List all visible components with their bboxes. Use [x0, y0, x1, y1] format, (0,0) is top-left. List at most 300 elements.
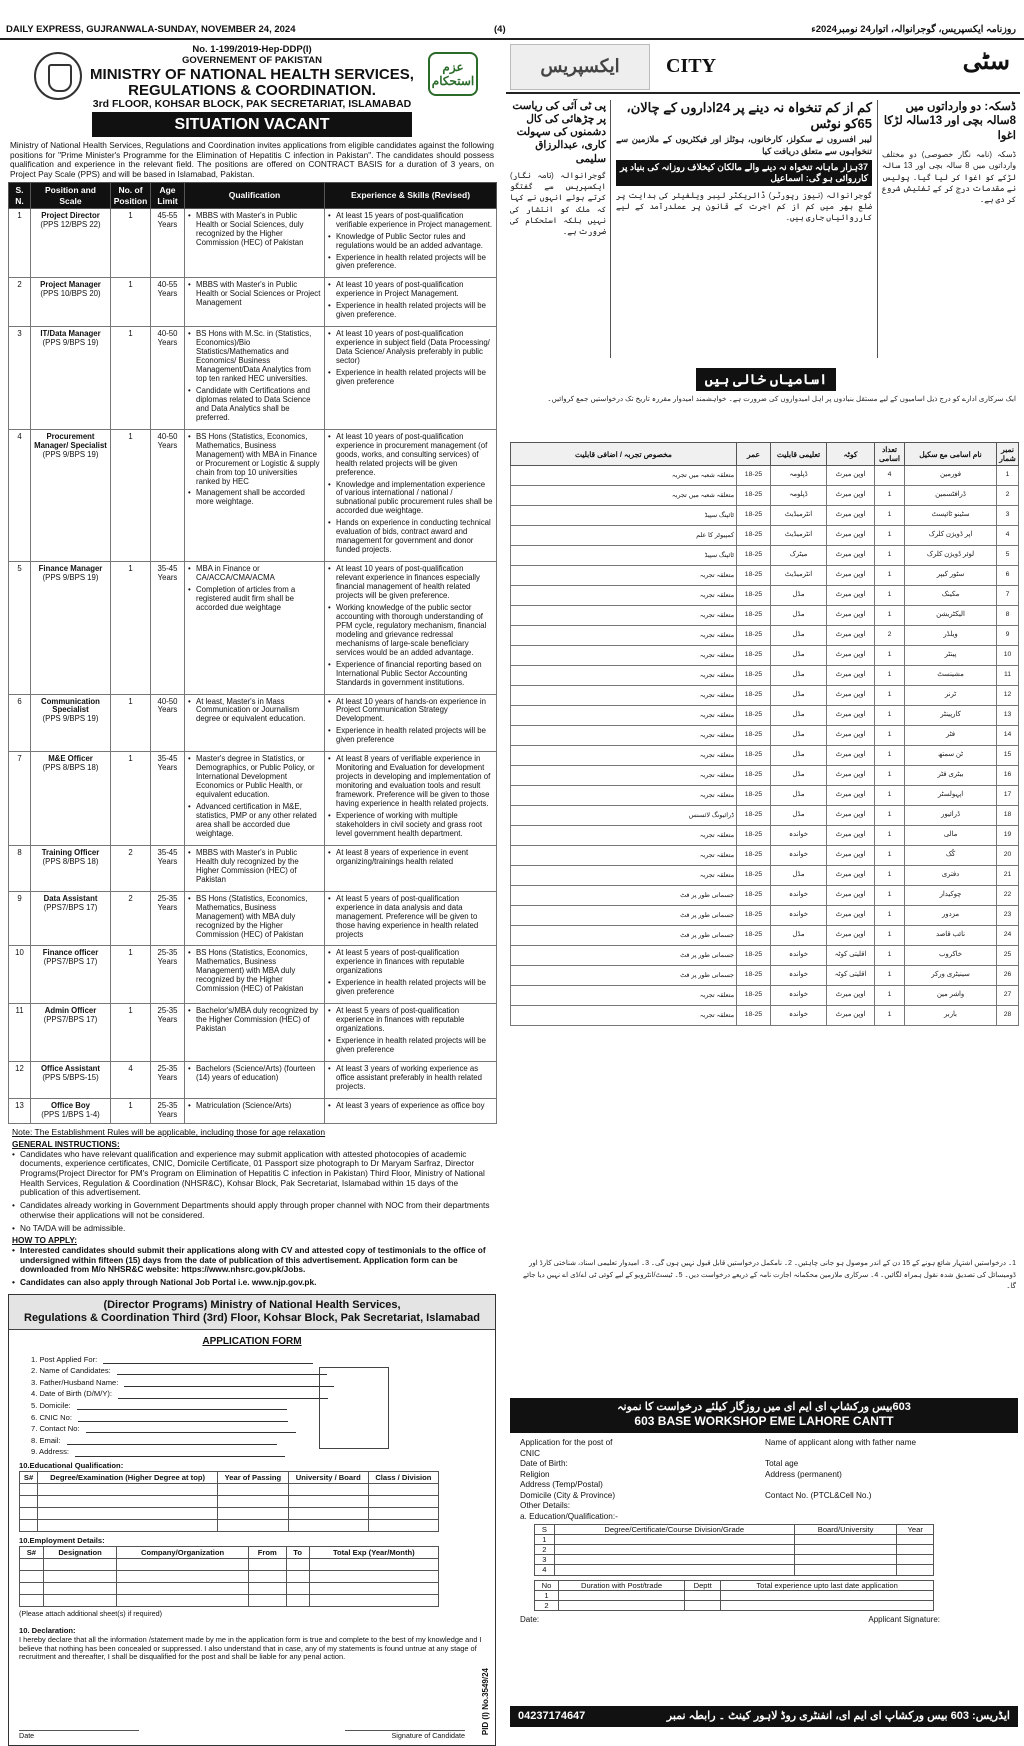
ur-job-count: 1 [875, 566, 905, 586]
job-sn: 1 [9, 208, 31, 278]
bw-field-row [520, 1480, 1010, 1491]
ur-job-post: باربر [905, 1006, 997, 1026]
job-experience [325, 845, 497, 891]
signature-row [19, 1730, 465, 1741]
ur-job-post: چوکیدار [905, 886, 997, 906]
news-3-headline: پی ٹی آئی کی ریاست پر چڑھائی کی کال دشمنوں کی سہولت کاری، عبدالرزاق سلیمی [512, 100, 606, 165]
job-age: 35-45 Years [151, 562, 185, 694]
bw-edu-cell: 3 [535, 1555, 555, 1565]
bw-field-label [765, 1480, 1010, 1491]
experience-list [328, 1102, 493, 1111]
ur-job-req: متعلقہ تجربہ [511, 626, 737, 646]
job-sn: 11 [9, 1004, 31, 1062]
ur-job-quota: اوپن میرٹ [827, 926, 875, 946]
edu-cell [368, 1495, 438, 1507]
general-instructions [4, 1140, 500, 1288]
job-sn: 10 [9, 946, 31, 1004]
header-right: روزنامہ ایکسپریس، گوجرانوالہ، اتوار24 نومبر2024ء [811, 24, 1016, 35]
base-workshop-footer [510, 1706, 1018, 1727]
form-field-label: 5. Domicile: [31, 1401, 71, 1411]
bw-field-label [765, 1449, 1010, 1460]
ur-job-req: متعلقہ تجربہ [511, 686, 737, 706]
job-qualification [185, 278, 325, 327]
ur-job-age: 18-25 [737, 826, 771, 846]
job-experience [325, 429, 497, 561]
ur-job-row [511, 626, 1019, 646]
header-left: DAILY EXPRESS, GUJRANWALA-SUNDAY, NOVEMBER 24, 2024 [6, 24, 296, 35]
ur-job-age: 18-25 [737, 706, 771, 726]
edu-col-header: Class / Division [368, 1471, 438, 1483]
job-position [31, 694, 111, 752]
ur-job-req: متعلقہ تجربہ [511, 646, 737, 666]
experience-item: • Knowledge of Public Sector rules and regulations would be an added advantage. [328, 233, 493, 251]
ur-job-n: 16 [997, 766, 1019, 786]
job-age: 25-35 Years [151, 946, 185, 1004]
ur-job-post: ویلڈر [905, 626, 997, 646]
form-header-line2: Regulations & Coordination Third (3rd) Floor, Kohsar Block, Pak Secretariat, Islamabad [24, 1311, 480, 1324]
job-scale: (PPS 12/BPS 22) [40, 219, 101, 229]
ur-job-quota: اوپن میرٹ [827, 746, 875, 766]
bw-edu-cell [794, 1565, 897, 1575]
job-position [31, 752, 111, 846]
experience-list [328, 565, 493, 687]
edu-cell [288, 1495, 368, 1507]
job-experience [325, 208, 497, 278]
experience-item: • At least 10 years of hands-on experience in Project Communication Strategy Development. [328, 698, 493, 725]
city-header [506, 42, 1020, 94]
experience-item: • At least 10 years of post-qualification experience in Project Management. [328, 281, 493, 299]
ur-job-age: 18-25 [737, 586, 771, 606]
job-qualification [185, 752, 325, 846]
ur-job-req: متعلقہ شعبہ میں تجربہ [511, 466, 737, 486]
job-scale: (PPS 1/BPS 1-4) [41, 1109, 100, 1119]
job-qualification [185, 1004, 325, 1062]
ur-job-row [511, 866, 1019, 886]
job-position [31, 845, 111, 891]
ur-job-quota: اوپن میرٹ [827, 686, 875, 706]
qualification-item: • MBA in Finance or CA/ACCA/CMA/ACMA [188, 565, 321, 583]
job-title: Data Assistant [43, 893, 98, 903]
emp-cell [117, 1570, 248, 1582]
job-count: 1 [111, 429, 151, 561]
ur-job-age: 18-25 [737, 526, 771, 546]
ur-job-count: 1 [875, 926, 905, 946]
bw-emp-cell [721, 1590, 934, 1600]
ur-job-quota: اوپن میرٹ [827, 526, 875, 546]
ur-job-age: 18-25 [737, 646, 771, 666]
establishment-note: Note: The Establishment Rules will be applicable, including those for age relaxation [12, 1126, 326, 1137]
bw-field-label: Name of applicant along with father name [765, 1438, 917, 1447]
job-count: 1 [111, 1004, 151, 1062]
ur-job-row [511, 846, 1019, 866]
azm-e-istehkam-seal-icon: عزم استحکام [428, 52, 478, 96]
bw-field-label: CNIC [520, 1448, 541, 1458]
ur-job-row [511, 886, 1019, 906]
ur-job-row [511, 806, 1019, 826]
jobs-col-header: S. N. [9, 183, 31, 208]
ur-job-req: متعلقہ تجربہ [511, 586, 737, 606]
ur-job-row [511, 766, 1019, 786]
job-count: 1 [111, 694, 151, 752]
qualification-item: • Management shall be accorded more weightage. [188, 489, 321, 507]
ad-government: GOVERNEMENT OF PAKISTAN [181, 55, 323, 67]
ur-job-req: متعلقہ تجربہ [511, 666, 737, 686]
ur-job-count: 1 [875, 966, 905, 986]
bw-field-label: Other Details: [520, 1501, 571, 1510]
bw-edu-cell [897, 1535, 934, 1545]
ad-header [4, 42, 500, 110]
ur-job-req: جسمانی طور پر فٹ [511, 906, 737, 926]
bw-title-en: 603 BASE WORKSHOP EME LAHORE CANTT [634, 1414, 894, 1429]
ur-job-count: 1 [875, 646, 905, 666]
ur-job-n: 21 [997, 866, 1019, 886]
ur-job-quota: اوپن میرٹ [827, 506, 875, 526]
ur-job-count: 4 [875, 466, 905, 486]
experience-item: • At least 10 years of post-qualification relevant experience in finances especially financial management of health related projects will be given preference. [328, 565, 493, 601]
edu-cell [20, 1507, 38, 1519]
ur-job-age: 18-25 [737, 606, 771, 626]
ur-job-age: 18-25 [737, 686, 771, 706]
edu-cell [20, 1483, 38, 1495]
emp-table [19, 1546, 439, 1607]
job-experience [325, 327, 497, 430]
ur-job-age: 18-25 [737, 926, 771, 946]
bw-edu-cell: 2 [535, 1545, 555, 1555]
gi-heading: GENERAL INSTRUCTIONS: [12, 1138, 120, 1149]
job-age: 40-50 Years [151, 429, 185, 561]
ur-job-count: 1 [875, 886, 905, 906]
qualification-item: • BS Hons with M.Sc. in (Statistics, Economics)/Bio Statistics/Mathematics and Economics/ Business Management/Data Analytics from top ten ranked HEC universities. [188, 330, 321, 384]
emp-cell [309, 1594, 438, 1606]
form-field-label: 7. Contact No: [31, 1424, 80, 1434]
job-title: Finance officer [42, 948, 99, 958]
ur-job-n: 27 [997, 986, 1019, 1006]
bw-edu-row [535, 1535, 934, 1545]
ur-job-req: متعلقہ تجربہ [511, 846, 737, 866]
ur-job-post: مشینسٹ [905, 666, 997, 686]
qualification-item: • Matriculation (Science/Arts) [188, 1102, 321, 1111]
edu-cell [368, 1483, 438, 1495]
ur-job-n: 9 [997, 626, 1019, 646]
job-count: 2 [111, 891, 151, 946]
ur-job-req: متعلقہ تجربہ [511, 606, 737, 626]
experience-list [328, 212, 493, 272]
emp-col-header: Designation [43, 1546, 117, 1558]
ur-job-count: 1 [875, 826, 905, 846]
apply-item: • Candidates can also apply through National Job Portal i.e. www.njp.gov.pk. [12, 1278, 492, 1288]
ur-job-age: 18-25 [737, 986, 771, 1006]
ur-job-edu: خواندہ [771, 1006, 827, 1026]
government-emblem-icon [34, 52, 82, 100]
form-field-line [77, 1402, 287, 1410]
ur-job-quota: اوپن میرٹ [827, 806, 875, 826]
ur-job-edu: مڈل [771, 866, 827, 886]
ur-job-req: جسمانی طور پر فٹ [511, 966, 737, 986]
news-1-headline: ڈسکہ: دو وارداتوں میں 8سالہ بچی اور 13سالہ لڑکا اغوا [883, 101, 1016, 142]
edu-cell [288, 1507, 368, 1519]
job-position [31, 891, 111, 946]
job-scale: (PPS 9/BPS 19) [42, 573, 99, 583]
gi-item: • Candidates already working in Government Departments should apply through proper channel with NOC from their departments otherwise their applications will not be considered. [12, 1201, 492, 1220]
ur-job-row [511, 606, 1019, 626]
edu-col-header: Degree/Examination (Higher Degree at top) [38, 1471, 218, 1483]
job-count: 2 [111, 845, 151, 891]
job-experience [325, 1004, 497, 1062]
edu-cell [218, 1519, 289, 1531]
bw-edu-col-header: Board/University [794, 1525, 897, 1535]
job-count: 4 [111, 1061, 151, 1098]
ur-job-req: متعلقہ تجربہ [511, 866, 737, 886]
ur-job-req: متعلقہ تجربہ [511, 726, 737, 746]
edu-heading: 10.Educational Qualification: [19, 1460, 124, 1470]
job-qualification [185, 1061, 325, 1098]
job-age: 40-55 Years [151, 278, 185, 327]
experience-list [328, 281, 493, 320]
jobs-col-header: Experience & Skills (Revised) [325, 183, 497, 208]
ur-job-edu: مڈل [771, 766, 827, 786]
city-page [506, 42, 1020, 1722]
ur-job-quota: اوپن میرٹ [827, 826, 875, 846]
bw-edu-cell [794, 1535, 897, 1545]
ur-job-req: متعلقہ شعبہ میں تجربہ [511, 486, 737, 506]
emp-cell [286, 1570, 309, 1582]
bw-emp-cell [558, 1600, 684, 1610]
job-row [9, 327, 497, 430]
ur-job-quota: اوپن میرٹ [827, 1006, 875, 1026]
ur-job-post: مالی [905, 826, 997, 846]
edu-row [20, 1495, 439, 1507]
ad-intro: Ministry of National Health Services, Regulations and Coordination invites applications from eligible candidates against the following positions for "Prime Minister's Programme for the Elimination of Hepatitis C infection in Pakistan". The candidates should possess qualification and experience in the relevant field. The positions are offered on CONTRACT BASIS for a duration of 3 years, on Project Pay Scale (PPS) and will be based in Islamabad, Pakistan. [10, 140, 494, 179]
ur-job-quota: اوپن میرٹ [827, 786, 875, 806]
ur-job-count: 1 [875, 606, 905, 626]
ur-job-row [511, 946, 1019, 966]
ur-job-edu: ڈپلومہ [771, 486, 827, 506]
ur-col-header: تعلیمی قابلیت [771, 443, 827, 466]
experience-item: • At least 15 years of post-qualification verifiable experience in Project management. [328, 212, 493, 230]
bw-field-label: Date of Birth: [520, 1459, 568, 1468]
ur-job-row [511, 586, 1019, 606]
ur-job-quota: اوپن میرٹ [827, 766, 875, 786]
ur-job-age: 18-25 [737, 946, 771, 966]
ur-job-quota: اوپن میرٹ [827, 566, 875, 586]
ur-col-header: نمبر شمار [997, 443, 1019, 466]
experience-item: • At least 5 years of post-qualification experience in data analysis and data management. Preference will be given to those having experience in health related projects [328, 895, 493, 940]
job-position [31, 1061, 111, 1098]
emp-cell [248, 1558, 286, 1570]
job-experience [325, 278, 497, 327]
ur-job-edu: انٹرمیڈیٹ [771, 566, 827, 586]
qualification-list [188, 1065, 321, 1083]
experience-item: • Hands on experience in conducting technical evaluation of bids, contract award and management for government and donor funded projects. [328, 519, 493, 555]
bw-edu-cell: 1 [535, 1535, 555, 1545]
ur-job-edu: خواندہ [771, 946, 827, 966]
ur-job-n: 3 [997, 506, 1019, 526]
emp-cell [248, 1594, 286, 1606]
ur-job-n: 28 [997, 1006, 1019, 1026]
qualification-list [188, 1007, 321, 1034]
bw-field-row [520, 1459, 1010, 1470]
job-experience [325, 752, 497, 846]
experience-item: • Experience in health related projects will be given preference. [328, 254, 493, 272]
express-logo-icon: ایکسپریس [510, 44, 650, 90]
emp-col-header: Company/Organization [117, 1546, 248, 1558]
experience-list [328, 949, 493, 997]
qualification-item: • Bachelor's/MBA duly recognized by the Higher Commission (HEC) of Pakistan [188, 1007, 321, 1034]
experience-item: • At least 8 years of experience in event organizing/trainings health related [328, 849, 493, 867]
ur-job-edu: مڈل [771, 586, 827, 606]
experience-item: • Experience of financial reporting based on International Public Sector Accounting Standards in government institutions. [328, 661, 493, 688]
ur-job-n: 7 [997, 586, 1019, 606]
ur-job-n: 4 [997, 526, 1019, 546]
ur-job-edu: انٹرمیڈیٹ [771, 506, 827, 526]
ur-job-count: 1 [875, 686, 905, 706]
job-sn: 12 [9, 1061, 31, 1098]
ur-job-count: 1 [875, 726, 905, 746]
emp-cell [286, 1558, 309, 1570]
base-workshop-header [510, 1398, 1018, 1433]
edu-col-header: S# [20, 1471, 38, 1483]
form-field-row [31, 1375, 495, 1387]
ad-ministry-line1: MINISTRY OF NATIONAL HEALTH SERVICES, [90, 65, 414, 83]
ur-job-edu: میٹرک [771, 546, 827, 566]
job-sn: 2 [9, 278, 31, 327]
ur-job-edu: مڈل [771, 606, 827, 626]
news-2-banner: 37ہزار ماہانہ تنخواہ نہ دینے والے مالکان کیخلاف روزانہ کی بنیاد پر کارروائی ہو گی: اسماعیل [616, 160, 872, 186]
qualification-list [188, 433, 321, 508]
city-label-ur: سٹی [962, 48, 1010, 75]
edu-cell [218, 1507, 289, 1519]
experience-item: • At least 10 years of post-qualification experience in procurement management (of goods, works, and consulting services) of health related projects will be given preference. [328, 433, 493, 478]
job-position [31, 278, 111, 327]
edu-cell [38, 1519, 218, 1531]
pid-number: PID (I) No.3549/24 [481, 1667, 491, 1735]
bw-field-label: Domicile (City & Province) [520, 1490, 616, 1500]
ur-job-count: 1 [875, 986, 905, 1006]
job-scale: (PPS 9/BPS 19) [42, 338, 99, 348]
job-count: 1 [111, 327, 151, 430]
job-scale: (PPS7/BPS 17) [43, 902, 98, 912]
form-field-row [31, 1399, 495, 1411]
bw-emp-cell [685, 1600, 721, 1610]
job-experience [325, 946, 497, 1004]
ur-job-edu: مڈل [771, 726, 827, 746]
ur-job-n: 20 [997, 846, 1019, 866]
ur-job-count: 1 [875, 746, 905, 766]
ur-job-count: 1 [875, 506, 905, 526]
ur-job-quota: اوپن میرٹ [827, 646, 875, 666]
ur-job-age: 18-25 [737, 486, 771, 506]
experience-item: • Working knowledge of the public sector accounting with thorough understanding of PFM cycle, regulatory mechanism, financial modeling and grievance redressal mechanisms of large-scale beneficiary services would be an added advantage. [328, 604, 493, 658]
job-title: Finance Manager [38, 564, 103, 574]
ur-job-age: 18-25 [737, 666, 771, 686]
news-story-1 [882, 100, 1016, 360]
ur-job-count: 1 [875, 786, 905, 806]
edu-row [20, 1519, 439, 1531]
bw-field-label: a. Education/Qualification:- [520, 1511, 618, 1521]
bw-phone: 04237174647 [518, 1710, 586, 1722]
job-age: 25-35 Years [151, 1098, 185, 1123]
news-2-subhead: لیبر افسروں نے سکولز، کارخانوں، ہوٹلز اور فیکٹریوں کے ملازمین سے تنخواہوں سے متعلق دریافت کیا [616, 133, 872, 156]
job-qualification [185, 327, 325, 430]
ur-job-row [511, 906, 1019, 926]
edu-cell [38, 1483, 218, 1495]
qualification-item: • Bachelors (Science/Arts) (fourteen (14) years of education) [188, 1065, 321, 1083]
job-sn: 6 [9, 694, 31, 752]
job-title: Admin Officer [44, 1006, 97, 1016]
job-position [31, 946, 111, 1004]
ur-job-age: 18-25 [737, 726, 771, 746]
form-field-row [31, 1352, 495, 1364]
bw-signature-row [520, 1615, 1010, 1625]
ur-job-n: 8 [997, 606, 1019, 626]
bw-edu-cell [794, 1555, 897, 1565]
news-story-2 [616, 100, 872, 360]
edu-cell [368, 1507, 438, 1519]
form-field-line [67, 1437, 277, 1445]
ur-job-age: 18-25 [737, 566, 771, 586]
job-scale: (PPS 9/BPS 19) [42, 714, 99, 724]
form-field-label: 3. Father/Husband Name: [31, 1377, 119, 1387]
ur-job-post: بیٹری فٹر [905, 766, 997, 786]
job-age: 40-50 Years [151, 694, 185, 752]
emp-cell [309, 1582, 438, 1594]
emp-cell [248, 1582, 286, 1594]
job-qualification [185, 845, 325, 891]
bw-emp-table [534, 1580, 934, 1611]
qualification-item: • Advanced certification in M&E, statistics, PMP or any other related area shall be accorded due weightage. [188, 803, 321, 839]
job-row [9, 208, 497, 278]
ur-job-post: کُک [905, 846, 997, 866]
emp-cell [286, 1594, 309, 1606]
bw-field-label: Application for the post of [520, 1438, 613, 1447]
ur-job-post: ڈرائیور [905, 806, 997, 826]
bw-emp-cell: 1 [535, 1590, 559, 1600]
ur-job-count: 1 [875, 586, 905, 606]
qualification-item: • MBBS with Master's in Public Health or Social Sciences, duly recognized by the Higher Commission (HEC) of Pakistan [188, 212, 321, 248]
ur-job-post: ٹرنر [905, 686, 997, 706]
job-scale: (PPS 8/BPS 18) [42, 763, 99, 773]
ur-job-age: 18-25 [737, 966, 771, 986]
ur-job-post: ٹن سمتھ [905, 746, 997, 766]
emp-cell [117, 1582, 248, 1594]
form-field-label: 6. CNIC No: [31, 1412, 72, 1422]
ur-col-header: کوٹہ [827, 443, 875, 466]
job-experience [325, 694, 497, 752]
ur-job-req: متعلقہ تجربہ [511, 766, 737, 786]
ur-job-age: 18-25 [737, 506, 771, 526]
ur-job-age: 18-25 [737, 806, 771, 826]
ur-job-edu: خواندہ [771, 886, 827, 906]
ur-job-n: 10 [997, 646, 1019, 666]
news-2-headline: کم از کم تنخواہ نہ دینے پر 24اداروں کے چالان، 65کو نوٹس [626, 100, 872, 132]
bw-address: ایڈریس: 603 بیس ورکشاپ ای ایم ای، انفنٹری روڈ لاہور کینٹ ۔ رابطہ نمبر [666, 1710, 1010, 1722]
bw-title-ur: 603بیس ورکشاپ ای ایم ای میں روزگار کیلئے درخواست کا نمونہ [617, 1401, 911, 1413]
application-form [8, 1294, 496, 1746]
ur-job-post: ڈرافٹسمین [905, 486, 997, 506]
qualification-list [188, 698, 321, 725]
page-header [0, 0, 1024, 40]
job-age: 25-35 Years [151, 1061, 185, 1098]
form-field-line [117, 1367, 327, 1375]
form-field-row [31, 1445, 495, 1457]
job-title: Training Officer [41, 847, 100, 857]
ur-job-quota: اوپن میرٹ [827, 726, 875, 746]
edu-cell [218, 1495, 289, 1507]
ur-job-age: 18-25 [737, 1006, 771, 1026]
job-experience [325, 562, 497, 694]
decl-text: I hereby declare that all the information /statement made by me in the application form is true and complete to the best of my knowledge and I believe that nothing has been concealed or suppressed. I also understand that in case, any of my statements is found untrue at any stage of recruitment and thereafter, I shall be disqualified for the post and shall be liable for any penal action. [19, 1634, 482, 1662]
form-fields [9, 1352, 495, 1456]
